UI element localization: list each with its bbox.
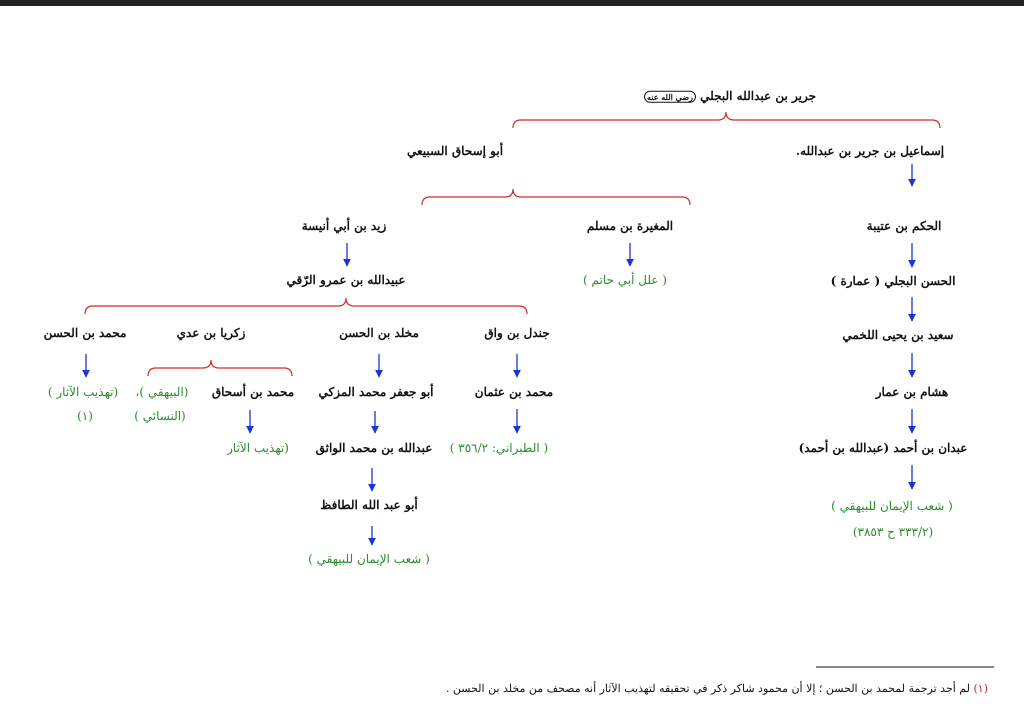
node-hisham: هشام بن عمار [875,384,949,399]
node-muhammad-hasan: محمد بن الحسن [43,325,127,340]
bracket-zakariya [148,360,292,376]
node-ubaidallah: عبيدالله بن عمرو الرّقي [286,272,406,287]
source-tahdhib-1: (تهذيب الآثار ) [47,384,119,399]
node-abu-jafar: أبو جعفر محمد المزكي [318,384,434,399]
footnote-text: لم أجد ترجمة لمحمد بن الحسن ؛ إلا أن محمود شاكر ذكر في تحقيقه لتهذيب الآثار أنه مصحف من مخلد بن الحسن . [445,682,970,695]
footnote [446,682,988,695]
source-tahdhib-footnote: (١) [77,408,93,423]
root-narrator [644,89,816,103]
bracket-abu-ishaq [422,189,690,205]
node-abu-abdallah: أبو عبد الله الطافظ [320,497,418,512]
node-zakariya: زكريا بن عدي [176,325,246,340]
node-muhammad-ishaq: محمد بن أسحاق [211,384,295,399]
node-zaid: زيد بن أبي أنيسة [301,218,387,233]
source-tabarani: ( الطبراني: ٣٥٦/٢ ) [449,440,549,455]
footnote-marker: (١) [973,682,988,695]
source-shuab-ref: (٣٣٣/٢ ح ٣٨٥٣) [852,524,934,539]
source-shuab-bayhaqi-2: ( شعب الإيمان للبيهقي ) [308,551,430,566]
node-hasan-bajali: الحسن البجلي ( عمارة ) [830,273,956,288]
bracket-root [513,112,940,128]
node-jundal: جندل بن واق [484,325,550,340]
node-makhlad: مخلد بن الحسن [339,325,419,340]
root-name: جرير بن عبدالله البجلي [700,88,816,103]
source-nasai: (النسائي ) [134,408,186,423]
honorific-seal: رضي الله عنه [644,91,696,103]
node-abu-ishaq: أبو إسحاق السبيعي [406,143,504,158]
node-ismail: إسماعيل بن جرير بن عبدالله. [795,143,945,158]
node-mughira: المغيرة بن مسلم [586,218,674,233]
footnote-separator [816,666,994,668]
source-bayhaqi: (البيهقي )، [135,384,189,399]
source-shuab-bayhaqi-1: ( شعب الإيمان للبيهقي ) [831,498,953,513]
node-muhammad-uthman: محمد بن عثمان [474,384,554,399]
node-abdallah-wathiq: عبدالله بن محمد الواثق [315,440,433,455]
node-said: سعيد بن يحيى اللخمي [842,327,954,342]
node-abdan: عبدان بن أحمد (عبدالله بن أحمد) [798,440,968,455]
bracket-ubaidallah [85,298,527,314]
node-hakam: الحكم بن عتيبة [866,218,942,233]
source-tahdhib-2: (تهذيب الآثار [227,440,289,455]
source-ilal: ( علل أبي حاتم ) [583,272,667,287]
